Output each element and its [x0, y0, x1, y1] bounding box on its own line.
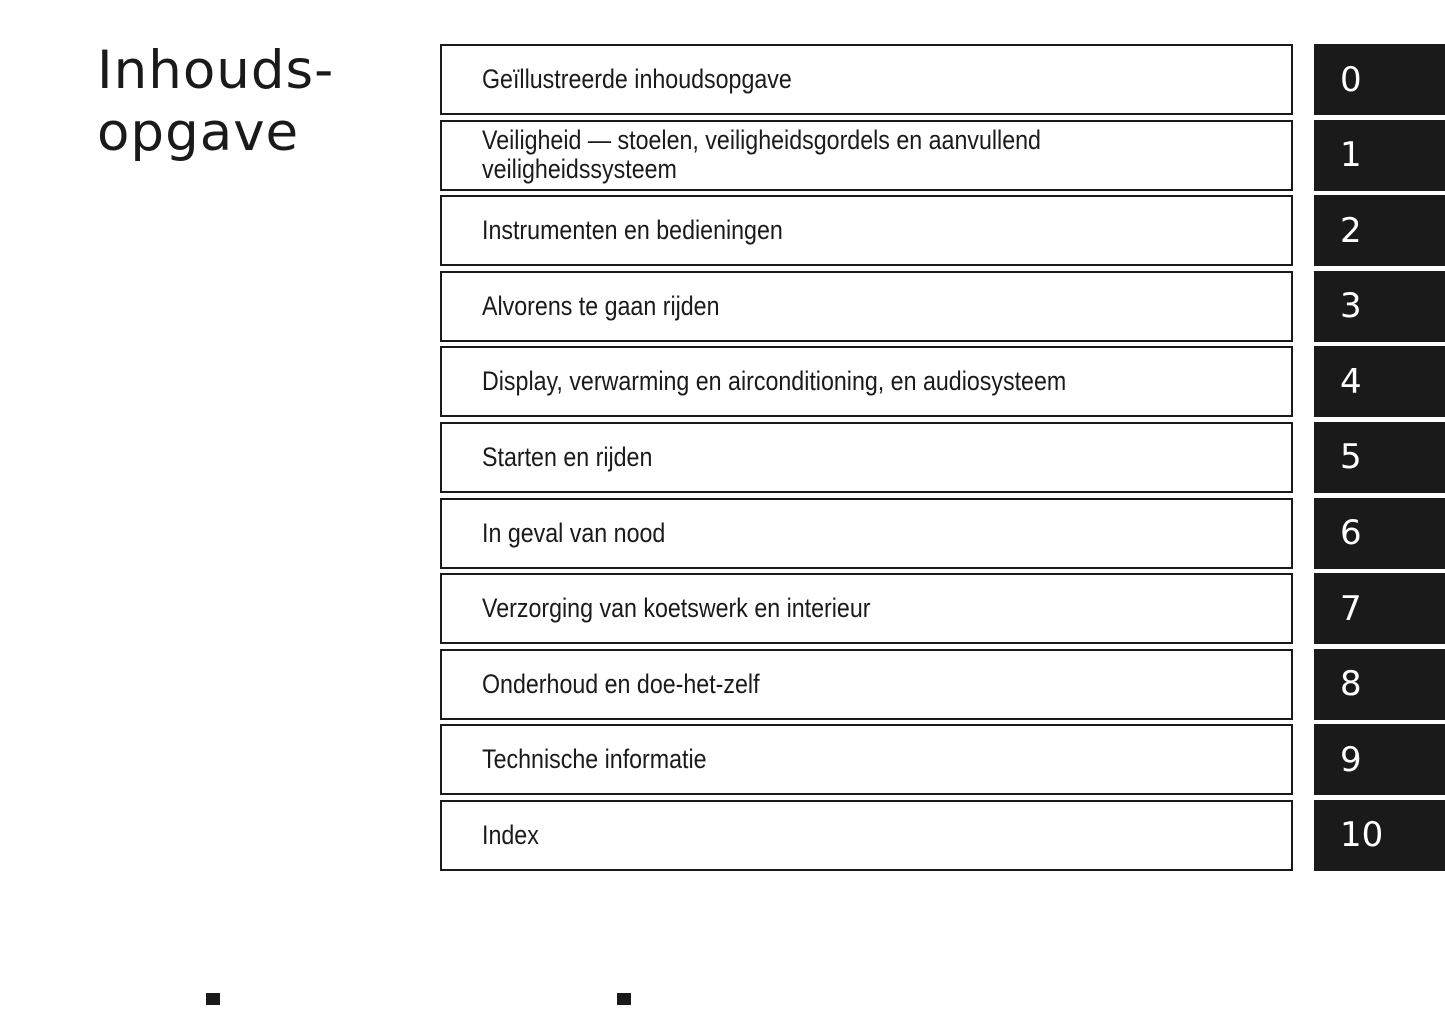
toc-entry-label: Verzorging van koetswerk en interieur: [482, 593, 871, 624]
toc-entry-label: Instrumenten en bedieningen: [482, 215, 783, 246]
toc-entry-3[interactable]: [440, 271, 1445, 342]
chapter-tab-10[interactable]: [1314, 800, 1445, 871]
chapter-number: 2: [1340, 210, 1362, 251]
crop-mark-right: [617, 993, 631, 1005]
chapter-tab-1[interactable]: [1314, 120, 1445, 191]
toc-entry-box[interactable]: [440, 422, 1293, 493]
toc-entry-box[interactable]: [440, 195, 1293, 266]
toc-entry-4[interactable]: [440, 346, 1445, 417]
chapter-number: 8: [1340, 664, 1362, 705]
toc-entry-box[interactable]: [440, 44, 1293, 115]
chapter-number: 10: [1340, 815, 1384, 856]
chapter-tab-8[interactable]: [1314, 649, 1445, 720]
chapter-tab-4[interactable]: [1314, 346, 1445, 417]
chapter-number: 4: [1340, 361, 1362, 402]
toc-entry-10[interactable]: [440, 800, 1445, 871]
toc-entry-label: Onderhoud en doe-het-zelf: [482, 668, 760, 699]
chapter-tab-0[interactable]: [1314, 44, 1445, 115]
toc-entry-label: Alvorens te gaan rijden: [482, 290, 720, 321]
chapter-number: 6: [1340, 513, 1362, 554]
toc-entry-1[interactable]: [440, 120, 1445, 191]
toc-entry-label: Technische informatie: [482, 744, 707, 775]
page-title-line-1: Inhouds-: [97, 40, 335, 101]
chapter-tab-3[interactable]: [1314, 271, 1445, 342]
table-of-contents: [440, 44, 1445, 876]
toc-entry-label: In geval van nood: [482, 517, 666, 548]
toc-entry-box[interactable]: [440, 800, 1293, 871]
toc-entry-box[interactable]: [440, 346, 1293, 417]
page-title-line-2: opgave: [97, 102, 300, 163]
toc-entry-box[interactable]: [440, 649, 1293, 720]
chapter-number: 9: [1340, 739, 1362, 780]
chapter-tab-7[interactable]: [1314, 573, 1445, 644]
toc-entry-7[interactable]: [440, 573, 1445, 644]
toc-entry-5[interactable]: [440, 422, 1445, 493]
toc-entry-label: Starten en rijden: [482, 441, 653, 472]
toc-entry-label: Geïllustreerde inhoudsopgave: [482, 64, 792, 94]
toc-entry-label: Veiligheid — stoelen, veiligheidsgordels en aanvullend veiligheidssysteem: [482, 125, 1041, 185]
toc-entry-6[interactable]: [440, 498, 1445, 569]
toc-entry-label: Display, verwarming en airconditioning, en audiosysteem: [482, 366, 1067, 397]
chapter-tab-9[interactable]: [1314, 724, 1445, 795]
chapter-tab-2[interactable]: [1314, 195, 1445, 266]
chapter-number: 3: [1340, 286, 1362, 327]
page-title: [97, 40, 334, 164]
toc-entry-9[interactable]: [440, 724, 1445, 795]
chapter-tab-5[interactable]: [1314, 422, 1445, 493]
toc-entry-box[interactable]: [440, 498, 1293, 569]
chapter-number: 1: [1340, 135, 1362, 176]
toc-entry-box[interactable]: [440, 573, 1293, 644]
toc-entry-0[interactable]: [440, 44, 1445, 115]
toc-entry-label: Index: [482, 819, 539, 850]
chapter-number: 0: [1340, 59, 1362, 100]
chapter-number: 7: [1340, 588, 1362, 629]
chapter-number: 5: [1340, 437, 1362, 478]
chapter-tab-6[interactable]: [1314, 498, 1445, 569]
toc-entry-box[interactable]: [440, 120, 1293, 191]
toc-entry-8[interactable]: [440, 649, 1445, 720]
crop-mark-left: [206, 993, 220, 1005]
toc-entry-2[interactable]: [440, 195, 1445, 266]
toc-entry-box[interactable]: [440, 724, 1293, 795]
toc-entry-box[interactable]: [440, 271, 1293, 342]
